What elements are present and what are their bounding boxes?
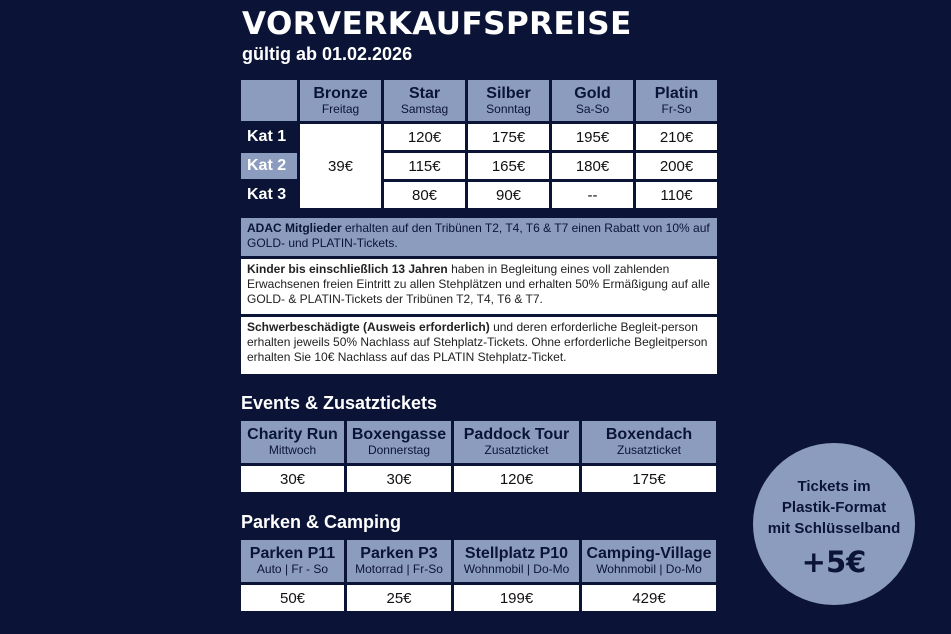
price-header-row xyxy=(241,80,717,121)
price-cell: 175€ xyxy=(468,124,549,150)
header-sub: Freitag xyxy=(321,101,360,116)
parking-name: Stellplatz P10 xyxy=(464,545,569,563)
valid-date: gültig ab 01.02.2026 xyxy=(242,44,413,64)
table-row xyxy=(241,124,717,150)
header-gold xyxy=(552,80,633,121)
parking-price: 429€ xyxy=(582,585,716,611)
parking-sub: Motorrad | Fr-So xyxy=(355,562,443,577)
row-label-kat2: Kat 2 xyxy=(241,153,297,179)
price-cell: 90€ xyxy=(468,182,549,208)
parking-header xyxy=(241,540,344,582)
event-header xyxy=(241,421,344,463)
badge-line2: Plastik-Format xyxy=(781,499,887,516)
page-title: VORVERKAUFSPREISE xyxy=(242,6,632,42)
parking-sub: Auto | Fr - So xyxy=(256,562,329,577)
price-cell: 80€ xyxy=(384,182,465,208)
header-sub: Sonntag xyxy=(486,101,531,116)
header-sub: Samstag xyxy=(400,101,449,116)
event-price: 30€ xyxy=(241,466,344,492)
price-cell: 200€ xyxy=(636,153,717,179)
kids-info-bold: Kinder bis einschließlich 13 Jahren xyxy=(247,262,448,276)
header-platin xyxy=(636,80,717,121)
disabled-info-text: und deren erforderliche Begleit-person erhalten jeweils 50% Nachlass auf Stehplatz-Tickets. Ohne erforderliche Begleitperson erhalten Sie 10€ Nachlass auf das PLATIN Stehplatz-Ticket. xyxy=(247,320,708,364)
parking-sub: Wohnmobil | Do-Mo xyxy=(596,562,702,577)
events-table xyxy=(238,418,719,495)
disabled-info xyxy=(241,317,717,374)
event-name: Boxendach xyxy=(605,426,693,444)
event-header xyxy=(347,421,451,463)
price-cell: 180€ xyxy=(552,153,633,179)
price-cell: 110€ xyxy=(636,182,717,208)
header-name: Platin xyxy=(654,84,699,102)
parking-header-row xyxy=(241,540,716,582)
parking-header xyxy=(454,540,579,582)
parking-price: 199€ xyxy=(454,585,579,611)
parking-price-row xyxy=(241,585,716,611)
event-header xyxy=(454,421,579,463)
parking-header xyxy=(347,540,451,582)
parking-table xyxy=(238,537,719,614)
price-cell: 195€ xyxy=(552,124,633,150)
header-sub: Sa-So xyxy=(575,101,610,116)
event-name: Charity Run xyxy=(247,426,338,444)
event-sub: Donnerstag xyxy=(367,443,431,458)
header-name: Star xyxy=(408,84,441,102)
badge-price: +5€ xyxy=(801,545,867,579)
events-price-row xyxy=(241,466,716,492)
disabled-info-bold: Schwerbeschädigte (Ausweis erforderlich) xyxy=(247,320,490,334)
event-price: 175€ xyxy=(582,466,716,492)
row-label-kat3: Kat 3 xyxy=(247,186,287,203)
event-sub: Zusatzticket xyxy=(616,443,682,458)
event-header xyxy=(582,421,716,463)
adac-info-text: erhalten auf den Tribünen T2, T4, T6 & T7 einen Rabatt von 10% auf GOLD- und PLATIN-Tickets. xyxy=(247,221,710,250)
header-name: Bronze xyxy=(313,84,368,102)
bronze-price: 39€ xyxy=(300,124,381,208)
price-cell: -- xyxy=(552,182,633,208)
header-bronze xyxy=(300,80,381,121)
parking-sub: Wohnmobil | Do-Mo xyxy=(463,562,570,577)
event-price: 30€ xyxy=(347,466,451,492)
parking-name: Parken P3 xyxy=(360,545,438,563)
plastic-ticket-badge xyxy=(753,443,915,605)
header-sub: Fr-So xyxy=(661,101,692,116)
event-name: Boxengasse xyxy=(351,426,447,444)
events-header-row xyxy=(241,421,716,463)
event-sub: Mittwoch xyxy=(268,443,317,458)
parking-name: Parken P11 xyxy=(249,545,336,563)
events-title: Events & Zusatztickets xyxy=(241,393,438,413)
parking-name: Camping-Village xyxy=(586,545,712,563)
header-star xyxy=(384,80,465,121)
kids-info-text: haben in Begleitung eines voll zahlenden Erwachsenen freien Eintritt zu allen Stehplätzen und erhalten 50% Ermäßigung auf alle GOLD- & PLATIN-Tickets der Tribünen T2, T4, T6 & T7. xyxy=(247,262,710,306)
event-sub: Zusatzticket xyxy=(484,443,549,458)
table-corner xyxy=(241,80,297,121)
header-name: Silber xyxy=(486,84,531,102)
price-cell: 120€ xyxy=(384,124,465,150)
badge-line1: Tickets im xyxy=(797,478,871,495)
parking-title: Parken & Camping xyxy=(241,512,402,532)
parking-price: 25€ xyxy=(347,585,451,611)
header-name: Gold xyxy=(574,84,611,102)
price-cell: 115€ xyxy=(384,153,465,179)
adac-info-bold: ADAC Mitglieder xyxy=(247,221,342,235)
row-label-kat1: Kat 1 xyxy=(247,128,287,145)
badge-line3: mit Schlüsselband xyxy=(767,520,901,537)
price-cell: 210€ xyxy=(636,124,717,150)
event-price: 120€ xyxy=(454,466,579,492)
event-name: Paddock Tour xyxy=(463,426,570,444)
parking-header xyxy=(582,540,716,582)
parking-price: 50€ xyxy=(241,585,344,611)
price-cell: 165€ xyxy=(468,153,549,179)
price-table xyxy=(238,77,720,211)
header-silber xyxy=(468,80,549,121)
adac-info xyxy=(241,218,717,256)
kids-info xyxy=(241,259,717,314)
